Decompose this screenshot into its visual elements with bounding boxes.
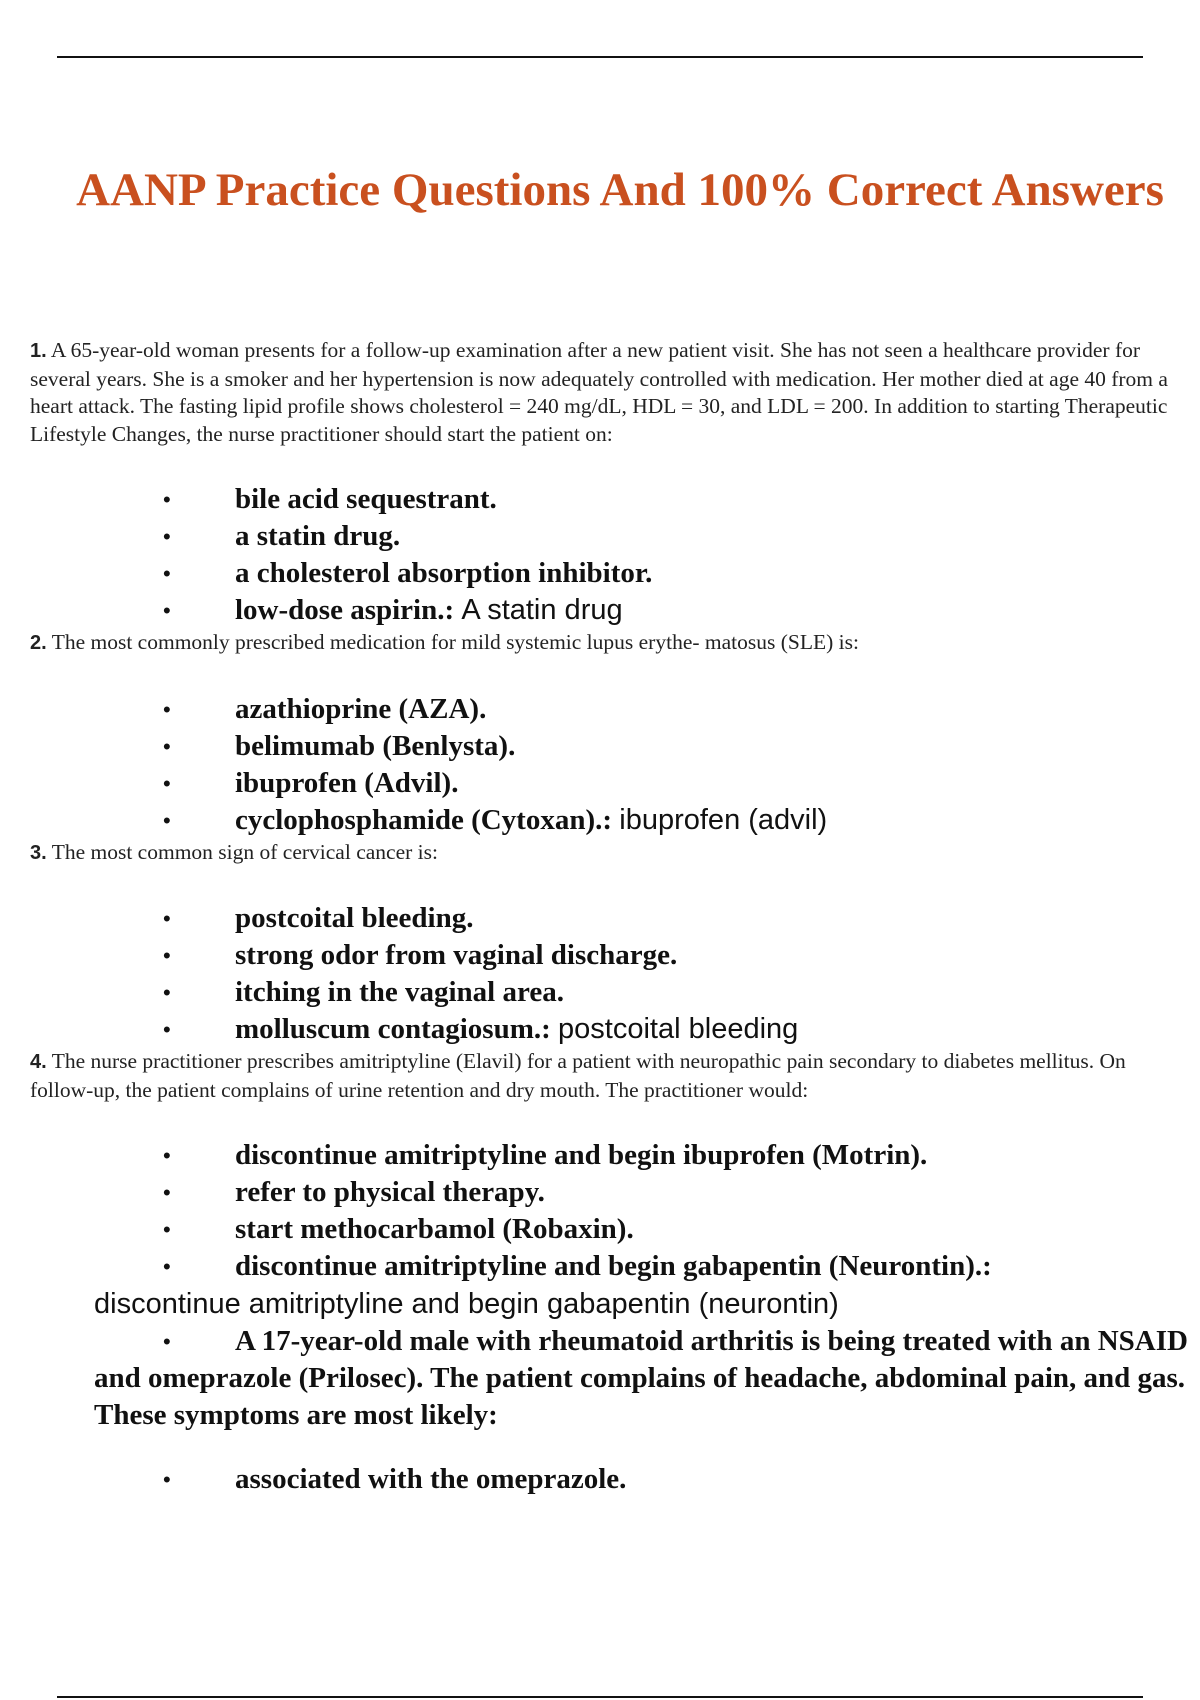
bullet-icon: • <box>163 807 171 833</box>
question-text: The most commonly prescribed medication for mild systemic lupus erythe- matosus (SLE) is: <box>51 630 859 654</box>
bullet-icon: • <box>163 1143 171 1168</box>
bullet-icon: • <box>163 598 171 623</box>
option-item: • bile acid sequestrant. <box>30 481 1190 518</box>
option-item: • low-dose aspirin.: A statin drug <box>30 592 1190 629</box>
option-item: • molluscum contagiosum.: postcoital bleeding <box>30 1011 1190 1048</box>
option-item: • start methocarbamol (Robaxin). <box>30 1211 1190 1248</box>
question-5 <box>30 1286 1190 1434</box>
option-item: • azathioprine (AZA). <box>30 691 1190 728</box>
answer-text: postcoital bleeding <box>558 1013 799 1045</box>
option-item: • discontinue amitriptyline and begin gabapentin (Neurontin).: <box>30 1248 1190 1285</box>
option-item: • associated with the omeprazole. <box>30 1461 1190 1498</box>
option-item: • cyclophosphamide (Cytoxan).: ibuprofen (advil) <box>30 802 1190 839</box>
bullet-icon: • <box>163 1329 171 1354</box>
document-content <box>30 337 1190 1498</box>
bullet-icon: • <box>163 943 171 968</box>
bullet-icon: • <box>163 980 171 1005</box>
question-number: 4. <box>30 1051 47 1073</box>
options-list-4 <box>30 1137 1190 1285</box>
bullet-icon: • <box>163 524 171 549</box>
document-title: AANP Practice Questions And 100% Correct Answers <box>76 164 1164 216</box>
options-list-2 <box>30 691 1190 839</box>
answer-text: A statin drug <box>461 594 623 626</box>
option-item: • a statin drug. <box>30 518 1190 555</box>
question-text: The most common sign of cervical cancer is: <box>51 839 438 864</box>
option-item: • strong odor from vaginal discharge. <box>30 937 1190 974</box>
bullet-icon: • <box>163 1254 171 1279</box>
bullet-icon: • <box>163 1180 171 1205</box>
question-number: 1. <box>30 340 47 362</box>
question-text: A 17-year-old male with rheumatoid arthritis is being treated with an NSAID and omeprazole (Prilosec). The patient complains of headache, abdominal pain, and gas. These symptoms are most likely: <box>94 1325 1188 1431</box>
bullet-icon: • <box>163 770 171 796</box>
option-item: • discontinue amitriptyline and begin ibuprofen (Motrin). <box>30 1137 1190 1174</box>
option-item: • a cholesterol absorption inhibitor. <box>30 555 1190 592</box>
bullet-icon: • <box>163 1217 171 1242</box>
question-text: The nurse practitioner prescribes amitriptyline (Elavil) for a patient with neuropathic pain secondary to diabetes mellitus. On follow-up, the patient complains of urine retention and dry mouth. The practitioner would: <box>30 1049 1126 1102</box>
question-2 <box>30 629 1190 658</box>
question-number: 3. <box>30 841 47 864</box>
bullet-icon: • <box>163 1467 171 1492</box>
answer-text: discontinue amitriptyline and begin gabapentin (neurontin) <box>94 1288 839 1320</box>
option-item: • belimumab (Benlysta). <box>30 728 1190 765</box>
question-number: 2. <box>30 632 47 654</box>
bullet-icon: • <box>163 1017 171 1042</box>
bullet-icon: • <box>163 561 171 586</box>
top-rule <box>57 56 1143 58</box>
question-4 <box>30 1048 1190 1104</box>
question-text: A 65-year-old woman presents for a follow-up examination after a new patient visit. She has not seen a healthcare provider for several years. She is a smoker and her hypertension is now adequately controlled with medication. Her mother died at age 40 from a heart attack. The fasting lipid profile shows cholesterol = 240 mg/dL, HDL = 30, and LDL = 200. In addition to starting Therapeutic Lifestyle Changes, the nurse practitioner should start the patient on: <box>30 338 1168 446</box>
option-item: • postcoital bleeding. <box>30 900 1190 937</box>
bullet-icon: • <box>163 696 171 722</box>
options-list-5 <box>30 1461 1190 1498</box>
bullet-icon: • <box>163 487 171 512</box>
bottom-rule <box>57 1696 1143 1698</box>
option-item: • itching in the vaginal area. <box>30 974 1190 1011</box>
question-3 <box>30 839 1190 868</box>
bullet-icon: • <box>163 906 171 931</box>
option-item: • ibuprofen (Advil). <box>30 765 1190 802</box>
options-list-3 <box>30 900 1190 1048</box>
bullet-icon: • <box>163 733 171 759</box>
option-item: • refer to physical therapy. <box>30 1174 1190 1211</box>
options-list-1 <box>30 481 1190 629</box>
answer-text: ibuprofen (advil) <box>619 803 828 836</box>
question-1 <box>30 337 1190 448</box>
